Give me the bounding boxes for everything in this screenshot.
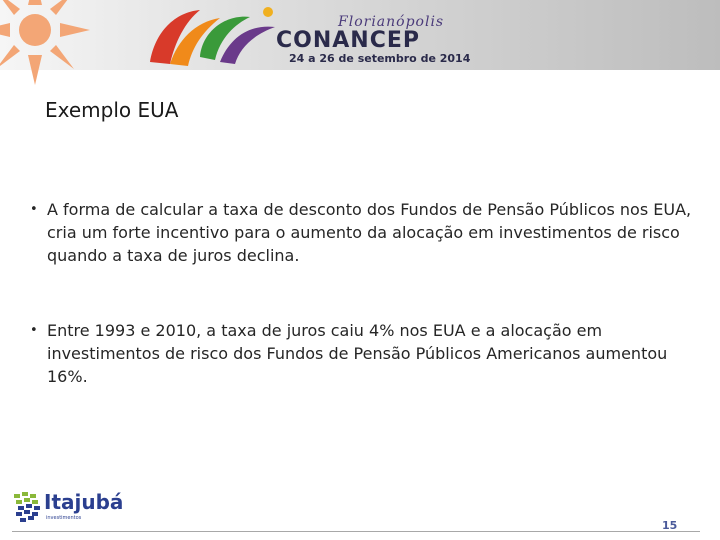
- bullet-item: [30, 319, 700, 388]
- event-city: Florianópolis: [338, 14, 445, 30]
- page-number: 15: [662, 519, 678, 532]
- bullet-marker: •: [30, 202, 38, 217]
- event-dates: 24 a 26 de setembro de 2014: [289, 52, 471, 65]
- sun-logo-icon: [0, 0, 90, 85]
- conancep-swoosh-icon: [140, 2, 290, 72]
- bullet-text: Entre 1993 e 2010, a taxa de juros caiu 4% nos EUA e a alocação em investimentos de risco dos Fundos de Pensão Públicos Americanos aumentou 16%.: [47, 321, 668, 386]
- slide-title: Exemplo EUA: [45, 98, 179, 122]
- itajuba-logo-subtitle: investimentos: [46, 515, 82, 521]
- event-name: CONANCEP: [276, 28, 420, 53]
- bullet-text: A forma de calcular a taxa de desconto dos Fundos de Pensão Públicos nos EUA, cria um forte incentivo para o aumento da alocação em investimentos de risco quando a taxa de juros declina.: [47, 200, 692, 265]
- bullet-item: [30, 198, 700, 267]
- itajuba-logo-text: Itajubá: [44, 490, 124, 514]
- bullet-marker: •: [30, 323, 38, 338]
- footer-divider: [12, 531, 700, 532]
